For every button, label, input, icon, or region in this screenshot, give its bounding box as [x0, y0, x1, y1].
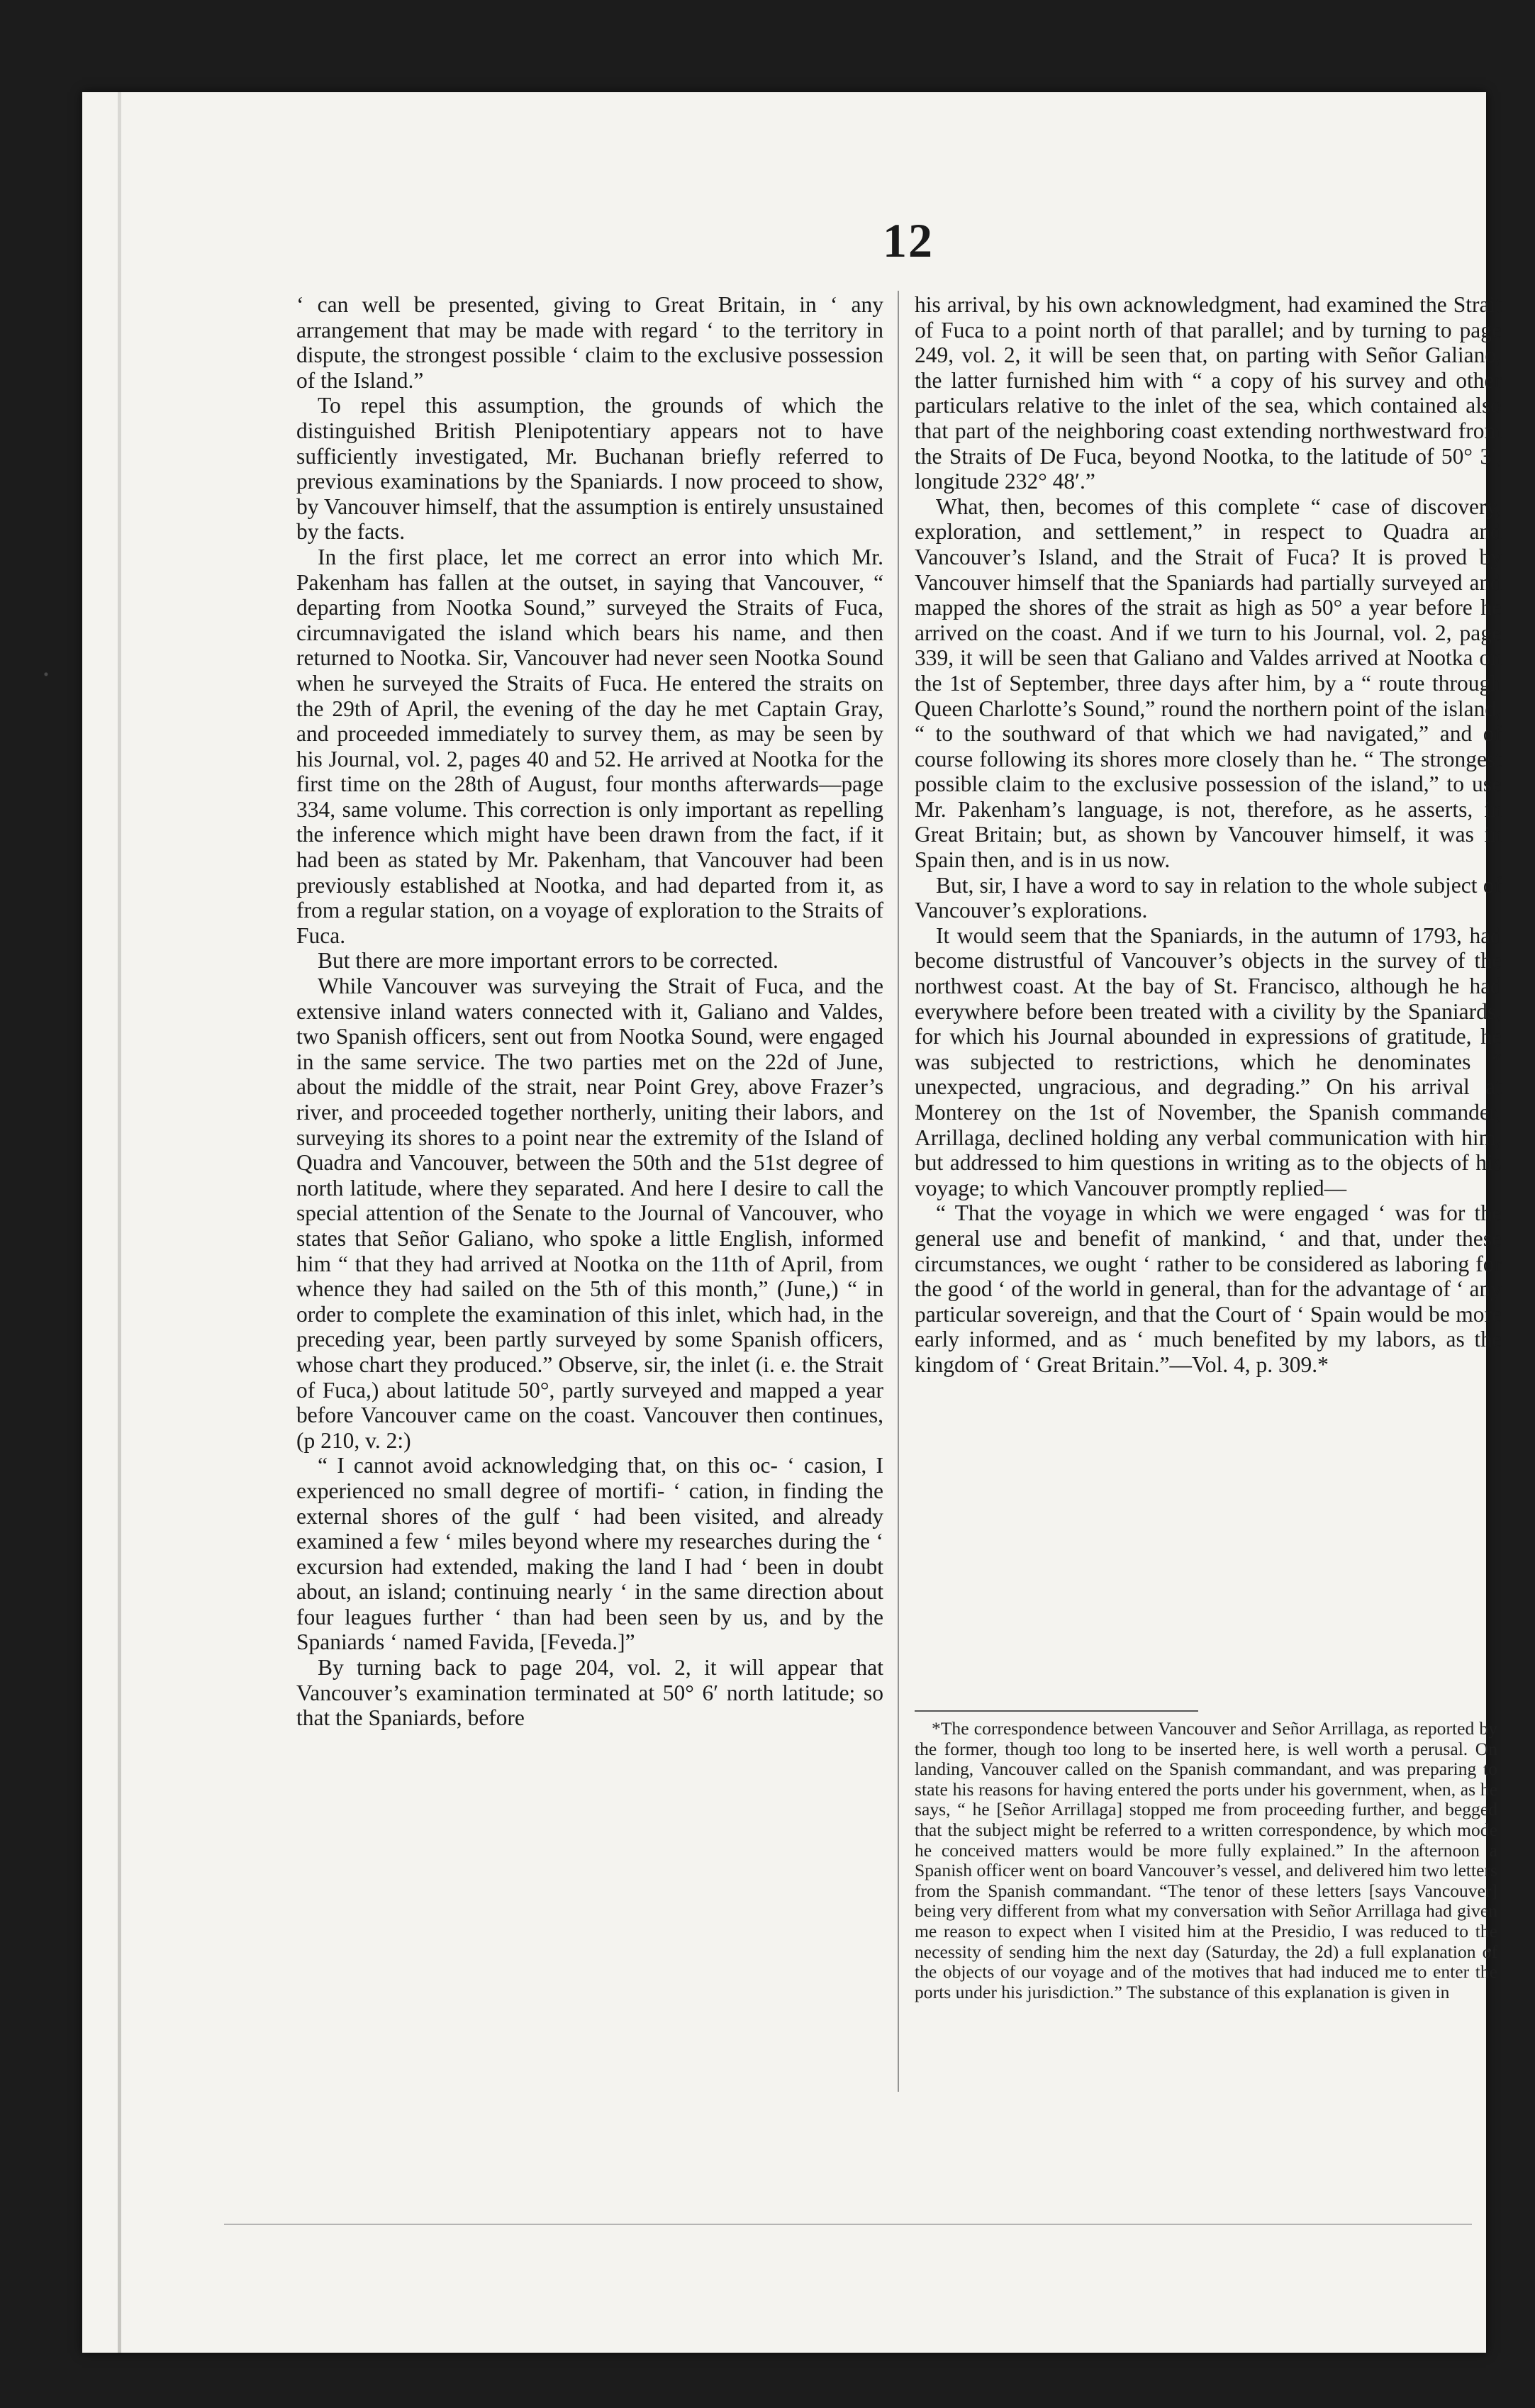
column-divider: [898, 291, 899, 2092]
page-edge: [118, 92, 121, 2353]
left-paragraph-7: By turning back to page 204, vol. 2, it will appear that Vancouver’s examination terminated at 50° 6′ north latitude; so that the Spaniards, before: [296, 1655, 883, 1731]
page-bottom-mark: [224, 2224, 1472, 2225]
right-paragraph-2: What, then, becomes of this complete “ case of discovery, exploration, and settlement,” in respect to Quadra and Vancouver’s Island, and the Strait of Fuca? It is proved by Vancouver himself that the Spaniards had partially surveyed and mapped the shores of the strait as high as 50° a year before he arrived on the coast. And if we turn to his Journal, vol. 2, page 339, it will be seen that Galiano and Valdes arrived at Nootka on the 1st of September, three days after him, by a “ route through Queen Charlotte’s Sound,” round the northern point of the island, “ to the southward of that which we had navigated,” and of course following its shores more closely than he. “ The strongest possible claim to the exclusive possession of the island,” to use Mr. Pakenham’s language, is not, therefore, as he asserts, in Great Britain; but, as shown by Vancouver himself, it was in Spain then, and is in us now.: [915, 494, 1502, 873]
left-paragraph-2: To repel this assumption, the grounds of which the distinguished British Plenipotentiary appears not to have sufficiently investigated, Mr. Buchanan briefly referred to previous examinations by the Spaniards. I now proceed to show, by Vancouver himself, that the assumption is entirely unsustained by the facts.: [296, 393, 883, 545]
left-paragraph-4: But there are more important errors to be corrected.: [318, 948, 778, 974]
left-paragraph-5: While Vancouver was surveying the Strait of Fuca, and the extensive inland waters connected with it, Galiano and Valdes, two Spanish officers, sent out from Nootka Sound, were engaged in the same service. The two parties met on the 22d of June, about the middle of the strait, near Point Grey, above Frazer’s river, and proceeded together northerly, uniting their labors, and surveying its shores to a point near the extremity of the Island of Quadra and Vancouver, between the 50th and the 51st degree of north latitude, where they separated. And here I desire to call the special attention of the Senate to the Journal of Vancouver, who states that Señor Galiano, who spoke a little English, informed him “ that they had arrived at Nootka on the 11th of April, from whence they had sailed on the 5th of this month,” (June,) “ in order to complete the examination of this inlet, which had, in the preceding year, been partly surveyed by some Spanish officers, whose chart they produced.” Observe, sir, the inlet (i. e. the Strait of Fuca,) about latitude 50°, partly surveyed and mapped a year before Vancouver came on the coast. Vancouver then continues, (p 210, v. 2:): [296, 974, 883, 1453]
right-paragraph-1: his arrival, by his own acknowledgment, had examined the Strait of Fuca to a point north of that parallel; and by turning to page 249, vol. 2, it will be seen that, on parting with Señor Galiano, the latter furnished him with “ a copy of his survey and other particulars relative to the inlet of the sea, which contained also that part of the neighboring coast extending northwestward from the Straits of De Fuca, beyond Nootka, to the latitude of 50° 3′, longitude 232° 48′.”: [915, 292, 1502, 494]
footnote-text: *The correspondence between Vancouver and Señor Arrillaga, as reported by the former, though too long to be inserted here, is well worth a perusal. On landing, Vancouver called on the Spanish commandant, and was preparing to state his reasons for having entered the ports under his government, when, as he says, “ he [Señor Arrillaga] stopped me from proceeding further, and begged that the subject might be referred to a written correspondence, by which mode he conceived matters would be more fully explained.” In the afternoon a Spanish officer went on board Vancouver’s vessel, and delivered him two letters from the Spanish commandant. “The tenor of these letters [says Vancouver] being very different from what my conversation with Señor Arrillaga had given me reason to expect when I visited him at the Presidio, I was reduced to the necessity of sending him the next day (Saturday, the 2d) a full explanation of the objects of our voyage and of the motives that had induced me to enter the ports under his jurisdiction.” The substance of this explanation is given in: [915, 1718, 1497, 2002]
left-column: [296, 292, 883, 1731]
left-paragraph-3: In the first place, let me correct an error into which Mr. Pakenham has fallen at the outset, in saying that Vancouver, “ departing from Nootka Sound,” surveyed the Straits of Fuca, circumnavigated the island which bears his name, and then returned to Nootka. Sir, Vancouver had never seen Nootka Sound when he surveyed the Straits of Fuca. He entered the straits on the 29th of April, the evening of the day he met Captain Gray, and proceeded immediately to survey them, as may be seen by his Journal, vol. 2, pages 40 and 52. He arrived at Nootka for the first time on the 28th of August, four months afterwards—page 334, same volume. This correction is only important as repelling the inference which might have been drawn from the fact, if it had been as stated by Mr. Pakenham, that Vancouver had been previously established at Nootka, and had departed from it, as from a regular station, on a voyage of exploration to the Straits of Fuca.: [296, 544, 883, 948]
right-paragraph-4: It would seem that the Spaniards, in the autumn of 1793, had become distrustful of Vancouver’s objects in the survey of the northwest coast. At the bay of St. Francisco, although he had everywhere before been treated with a civility by the Spaniards, for which his Journal abounded in expressions of gratitude, he was subjected to restrictions, which he denominates “ unexpected, ungracious, and degrading.” On his arrival at Monterey on the 1st of November, the Spanish commander, Arrillaga, declined holding any verbal communication with him, but addressed to him questions in writing as to the objects of his voyage; to which Vancouver promptly replied—: [915, 922, 1502, 1200]
right-paragraph-5: “ That the voyage in which we were engaged ‘ was for the general use and benefit of mankind, ‘ and that, under these circumstances, we ought ‘ rather to be considered as laboring for the good ‘ of the world in general, than for the advantage of ‘ any particular sovereign, and that the Court of ‘ Spain would be more early informed, and as ‘ much benefited by my labors, as the kingdom of ‘ Great Britain.”—Vol. 4, p. 309.*: [915, 1200, 1502, 1377]
footnote-rule: [915, 1710, 1198, 1712]
left-paragraph-1: ‘ can well be presented, giving to Great Britain, in ‘ any arrangement that may be made with regard ‘ to the territory in dispute, the strongest possible ‘ claim to the exclusive possession of the Island.”: [296, 292, 883, 393]
page-number: 12: [883, 213, 934, 267]
footnote: [915, 1719, 1497, 2002]
right-column: [915, 292, 1502, 1378]
left-paragraph-6: “ I cannot avoid acknowledging that, on this oc- ‘ casion, I experienced no small degree of mortifi- ‘ cation, in finding the external shores of the gulf ‘ had been visited, and already examined a few ‘ miles beyond where my researches during the ‘ excursion had extended, making the land I had ‘ been in doubt about, an island; continuing nearly ‘ in the same direction about four leagues further ‘ than had been seen by us, and by the Spaniards ‘ named Favida, [Feveda.]”: [296, 1453, 883, 1655]
right-paragraph-3: But, sir, I have a word to say in relation to the whole subject of Vancouver’s explorations.: [915, 872, 1502, 923]
